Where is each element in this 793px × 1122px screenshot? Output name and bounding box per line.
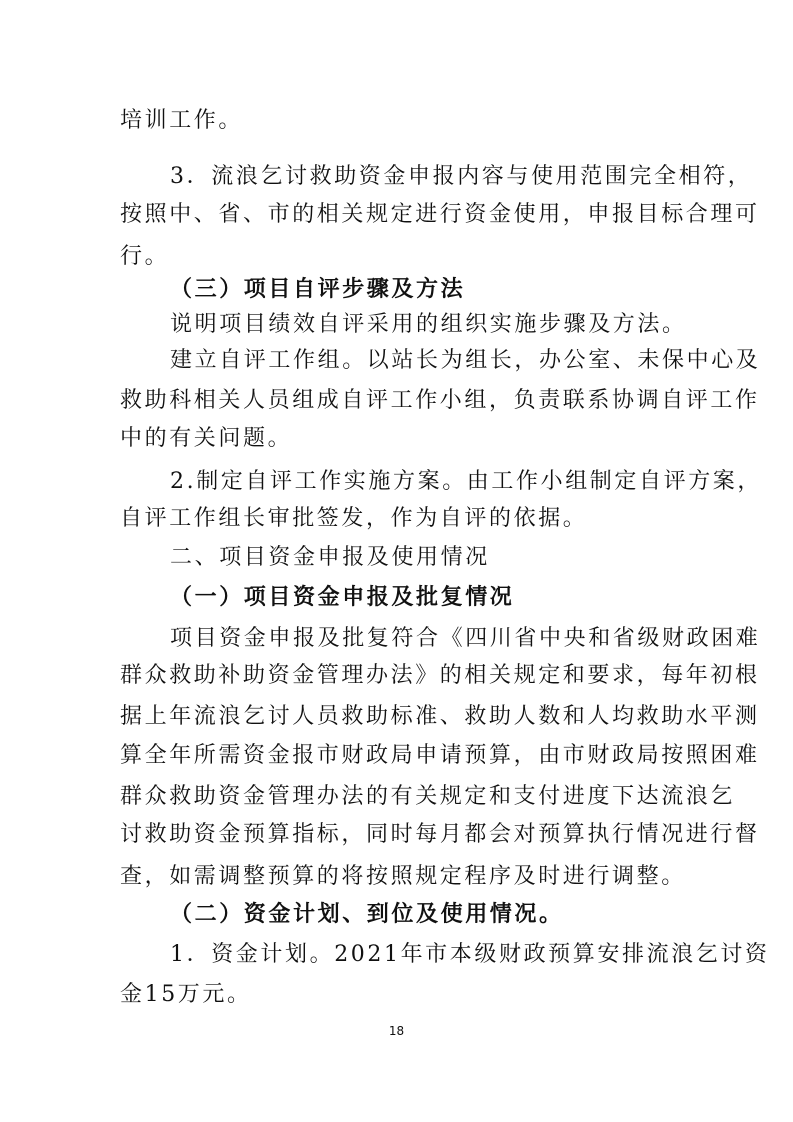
text-line: 讨救助资金预算指标，同时每月都会对预算执行情况进行督 <box>120 822 760 847</box>
subsection-heading: （一）项目资金申报及批复情况 <box>170 585 515 610</box>
section-heading: （三）项目自评步骤及方法 <box>170 277 466 302</box>
text-line: 算全年所需资金报市财政局申请预算，由市财政局按照困难 <box>120 743 760 768</box>
page-number: 18 <box>388 1024 405 1038</box>
text-line: 项目资金申报及批复符合《四川省中央和省级财政困难 <box>170 626 761 651</box>
text-line: 自评工作组长审批签发，作为自评的依据。 <box>120 506 588 531</box>
text-line: 群众救助资金管理办法的有关规定和支付进度下达流浪乞 <box>120 784 736 809</box>
text-line: 中的有关问题。 <box>120 426 293 451</box>
text-line: 查，如需调整预算的将按照规定程序及时进行调整。 <box>120 864 686 889</box>
text-line: 2.制定自评工作实施方案。由工作小组制定自评方案， <box>170 469 762 494</box>
text-line: 建立自评工作组。以站长为组长，办公室、未保中心及 <box>170 348 761 373</box>
text-line: 按照中、省、市的相关规定进行资金使用，申报目标合理可 <box>120 202 760 227</box>
text-line: 培训工作。 <box>120 108 244 133</box>
subsection-heading: （二）资金计划、到位及使用情况。 <box>170 902 564 927</box>
text-line: 据上年流浪乞讨人员救助标准、救助人数和人均救助水平测 <box>120 704 760 729</box>
text-line: 1．资金计划。2021年市本级财政预算安排流浪乞讨资 <box>170 942 770 967</box>
text-line: 3．流浪乞讨救助资金申报内容与使用范围完全相符， <box>170 164 753 189</box>
text-line: 群众救助补助资金管理办法》的相关规定和要求，每年初根 <box>120 663 760 688</box>
text-line: 说明项目绩效自评采用的组织实施步骤及方法。 <box>170 312 687 337</box>
text-line: 行。 <box>120 244 170 269</box>
text-line: 金15万元。 <box>120 982 252 1007</box>
section-heading: 二、项目资金申报及使用情况 <box>170 545 490 570</box>
text-line: 救助科相关人员组成自评工作小组，负责联系协调自评工作 <box>120 388 760 413</box>
